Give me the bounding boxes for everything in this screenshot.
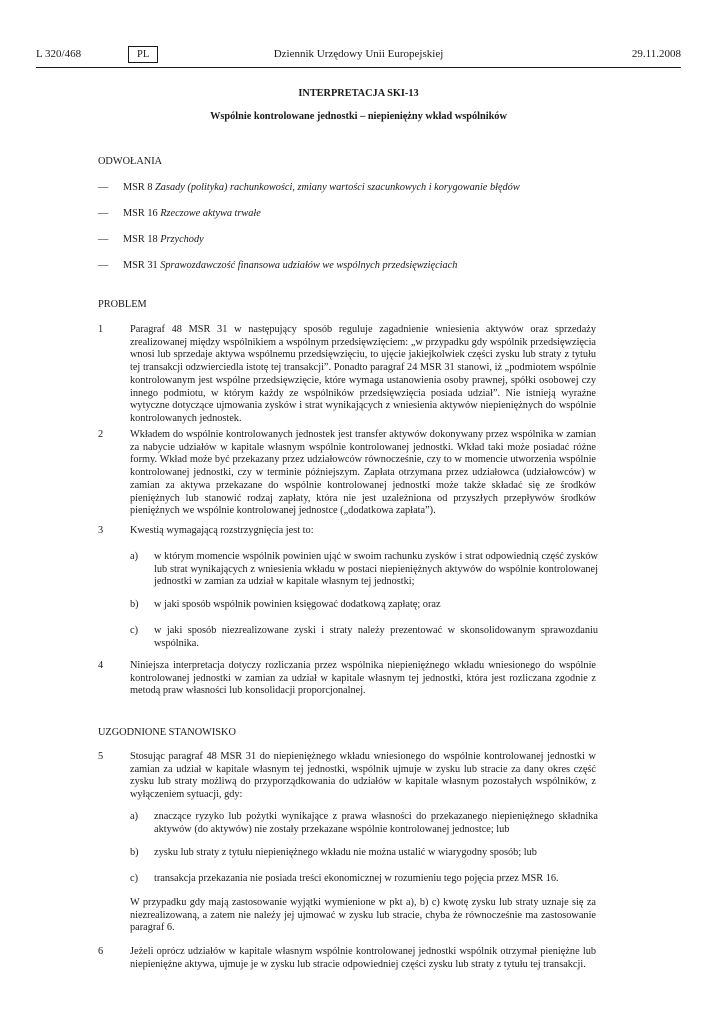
item-text: transakcja przekazania nie posiada treści ekonomicznej w rozumieniu tego pojęcia przez MSR 16.: [154, 873, 559, 884]
paragraph-number: 6: [98, 946, 104, 957]
journal-header: [36, 48, 681, 66]
list-dash: —: [98, 260, 109, 271]
reference-code: MSR 31: [123, 260, 161, 271]
paragraph-number: 2: [98, 429, 104, 440]
item-label: b): [130, 847, 139, 858]
item-text: znaczące ryzyko lub pożytki wynikające z prawa własności do przekazanego niepieniężnego składnika aktywów (do aktywów) nie zostały przekazane wspólnie kontrolowanej jednostce; lub: [154, 811, 598, 835]
item-label: c): [130, 873, 138, 884]
interpretation-subtitle: Wspólnie kontrolowane jednostki – niepieniężny wkład wspólników: [210, 111, 507, 122]
section-heading-references: ODWOŁANIA: [98, 156, 163, 167]
item-text: zysku lub straty z tytułu niepieniężnego wkładu nie można ustalić w wiarygodny sposób; lub: [154, 847, 537, 858]
reference-name: Rzeczowe aktywa trwałe: [160, 208, 261, 219]
paragraph-number: 1: [98, 324, 104, 335]
reference-code: MSR 18: [123, 234, 161, 245]
journal-title: Dziennik Urzędowy Unii Europejskiej: [273, 48, 444, 60]
paragraph-number: 4: [98, 660, 104, 671]
reference-name: Sprawozdawczość finansowa udziałów we wspólnych przedsięwzięciach: [160, 260, 458, 271]
paragraph-text: Niniejsza interpretacja dotyczy rozliczania przez wspólnika niepieniężnego wkładu wniesionego do wspólnie kontrolowanej jednostki w zamian za udział w kapitale własnym tej jednostki, która jest rozliczana zgodnie z metodą praw własności lub konsolidacji proporcjonalnej.: [130, 660, 596, 697]
reference-name: Przychody: [160, 234, 204, 245]
paragraph-text: Stosując paragraf 48 MSR 31 do niepieniężnego wkładu wniesionego do wspólnie kontrolowanej jednostki w zamian za udział w kapitale własnym tej jednostki, wspólnik ujmuje w zysku lub stracie za dany okres część zysku lub straty możliwą do przyporządkowania do udziałów w kapitale własnym pozostałych wspólników, z wyłączeniem sytuacji, gdy:: [130, 751, 596, 801]
item-label: b): [130, 599, 139, 610]
paragraph-text: W przypadku gdy mają zastosowanie wyjątki wymienione w pkt a), b) c) kwotę zysku lub straty uznaje się za niezrealizowaną, a zatem nie należy jej ujmować w zysku lub stracie, chyba że równocześnie ma zastosowanie paragraf 6.: [130, 897, 596, 934]
paragraph-text: Jeżeli oprócz udziałów w kapitale własnym wspólnie kontrolowanej jednostki wspólnik otrzymał pieniężne lub niepieniężne aktywa, ujmuje je w zysku lub stracie odpowiedniej części zysku lub straty z tytułu tej transakcji.: [130, 946, 596, 970]
publication-date: 29.11.2008: [631, 48, 681, 60]
item-text: w jaki sposób niezrealizowane zyski i straty należy prezentować w skonsolidowanym sprawozdaniu wspólnika.: [154, 625, 598, 649]
list-dash: —: [98, 182, 109, 193]
language-badge: PL: [128, 46, 158, 63]
header-rule: [36, 67, 681, 68]
item-text: w jaki sposób wspólnik powinien księgować dodatkową zapłatę; oraz: [154, 599, 441, 610]
item-label: a): [130, 551, 138, 562]
list-dash: —: [98, 234, 109, 245]
reference-name: Zasady (polityka) rachunkowości, zmiany wartości szacunkowych i korygowanie błędów: [155, 182, 520, 193]
reference-code: MSR 8: [123, 182, 156, 193]
interpretation-title: INTERPRETACJA SKI-13: [298, 88, 419, 99]
paragraph-text: Wkładem do wspólnie kontrolowanych jednostek jest transfer aktywów dokonywany przez wspólnika w zamian za nabycie udziałów w kapitale własnym wspólnie kontrolowanej jednostki. Wkład taki może posiadać różne formy. Wkład może być przekazany przez udziałowców równocześnie, czy to w momencie utworzenia wspólnie kontrolowanej jednostki, czy w terminie późniejszym. Zapłata otrzymana przez udziałowca (udziałowców) w zamian za aktywa przekazane do wspólnie kontrolowanej jednostki może także składać się ze środków pieniężnych lub stanowić rodzaj zapłaty, która nie jest uzależniona od przyszłych przepływów środków pieniężnych we wspólnie kontrolowanej jednostce („dodatkowa zapłata”).: [130, 429, 596, 517]
section-heading-problem: PROBLEM: [98, 299, 147, 310]
section-heading-consensus: UZGODNIONE STANOWISKO: [98, 727, 236, 738]
reference-code: MSR 16: [123, 208, 161, 219]
paragraph-text: Paragraf 48 MSR 31 w następujący sposób reguluje zagadnienie wniesienia aktywów oraz sprzedaży zrealizowanej między wspólnikiem a wspólnym przedsięwzięciem: „w przypadku gdy wspólnik przedsięwzięcia wnosi lub sprzedaje aktywa wspólnemu przedsięwzięciu, to ujęcie jakiejkolwiek części zysku lub straty z tytułu tej transakcji odzwierciedla istotę tej transakcji”. Ponadto paragraf 24 MSR 31 stanowi, iż „podmiotem wspólnie kontrolowanym jest wspólne przedsięwzięcie, które wymaga ustanowienia osoby prawnej, spółki osobowej czy innego podmiotu, w którym każdy ze wspólników przedsięwzięcia posiada udział”. Nie istnieją wyraźne wytyczne dotyczące ujmowania zysków i strat wynikających z wniesienia aktywów niepieniężnych do wspólnie kontrolowanych jednostek.: [130, 324, 596, 424]
item-label: a): [130, 811, 138, 822]
paragraph-number: 5: [98, 751, 104, 762]
item-text: w którym momencie wspólnik powinien ująć w swoim rachunku zysków i strat odpowiednią część zysków lub strat wynikających z wniesienia wkładu w postaci niepieniężnych aktywów do wspólnie kontrolowanej jednostki w zamian za udział w kapitale własnym tej jednostki;: [154, 551, 598, 588]
paragraph-number: 3: [98, 525, 104, 536]
paragraph-text: Kwestią wymagającą rozstrzygnięcia jest to:: [130, 525, 314, 536]
page-reference: L 320/468: [36, 48, 82, 60]
item-label: c): [130, 625, 138, 636]
list-dash: —: [98, 208, 109, 219]
